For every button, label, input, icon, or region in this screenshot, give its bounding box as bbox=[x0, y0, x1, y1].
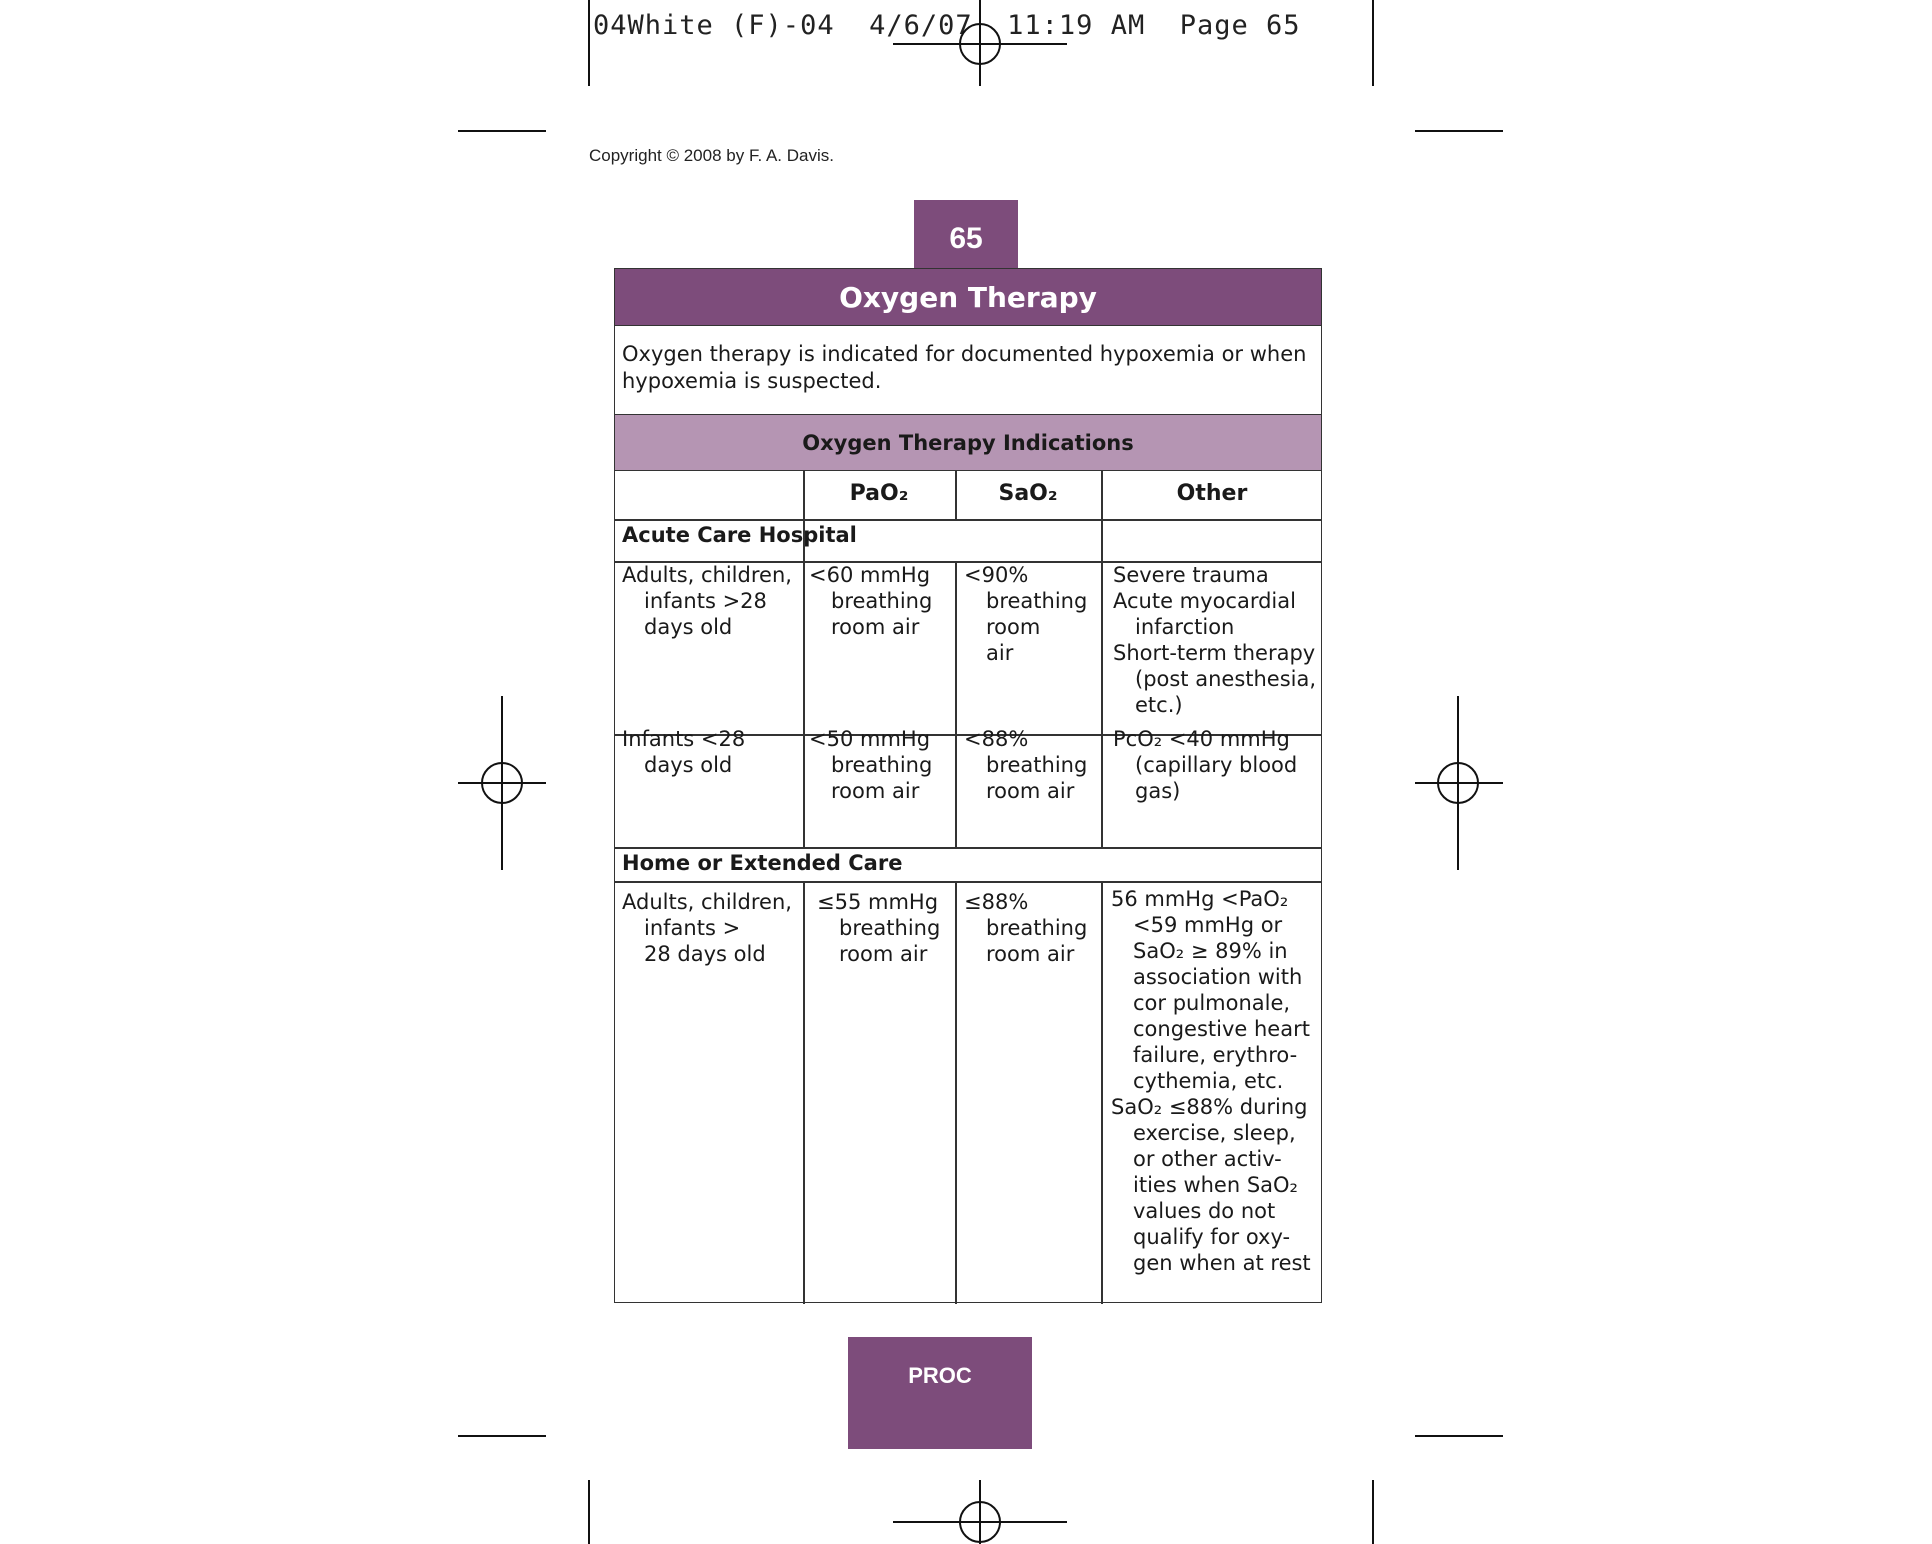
cell-line: PcO₂ <40 mmHg bbox=[1113, 727, 1290, 751]
cell-pao2 bbox=[817, 889, 940, 967]
cell-sao2 bbox=[964, 562, 1087, 666]
cell-line: Acute myocardial bbox=[1113, 589, 1296, 613]
cell-line: Adults, children, bbox=[622, 563, 792, 587]
cell-line: infants >28 bbox=[644, 589, 767, 613]
section-home-top-divider bbox=[615, 847, 1321, 849]
cell-line: <88% bbox=[964, 727, 1029, 751]
slug-date: 4/6/07 bbox=[869, 10, 973, 41]
cell-line: breathing bbox=[839, 916, 941, 940]
cell-other bbox=[1113, 726, 1297, 804]
cell-line: or other activ- bbox=[1133, 1147, 1282, 1171]
reference-card bbox=[614, 268, 1322, 1303]
cell-pao2 bbox=[809, 562, 932, 640]
cell-line: days old bbox=[644, 753, 733, 777]
cell-group bbox=[622, 726, 745, 778]
cell-line: ities when SaO₂ bbox=[1133, 1173, 1298, 1197]
cell-line: gas) bbox=[1135, 779, 1181, 803]
cell-line: room bbox=[986, 615, 1041, 639]
cell-line: room air bbox=[831, 615, 920, 639]
cell-sao2 bbox=[964, 889, 1087, 967]
cell-line: etc.) bbox=[1135, 693, 1183, 717]
cell-line: Severe trauma bbox=[1113, 563, 1269, 587]
cell-line: Infants <28 bbox=[622, 727, 746, 751]
cell-line: cor pulmonale, bbox=[1133, 991, 1291, 1015]
crop-mark-top-right-horizontal bbox=[1415, 130, 1503, 132]
cell-line: infarction bbox=[1135, 615, 1235, 639]
cell-line: <59 mmHg or bbox=[1133, 913, 1283, 937]
cell-line: failure, erythro- bbox=[1133, 1043, 1298, 1067]
section-label-home-care: Home or Extended Care bbox=[622, 851, 903, 875]
cell-line: <60 mmHg bbox=[809, 563, 931, 587]
cell-line: congestive heart bbox=[1133, 1017, 1310, 1041]
copyright-notice: Copyright © 2008 by F. A. Davis. bbox=[589, 146, 834, 165]
registration-target-icon bbox=[959, 1501, 1001, 1543]
cell-line: qualify for oxy- bbox=[1133, 1225, 1291, 1249]
cell-line: air bbox=[986, 641, 1014, 665]
column-divider bbox=[803, 881, 805, 1304]
cell-line: <50 mmHg bbox=[809, 727, 931, 751]
cell-line: (post anesthesia, bbox=[1135, 667, 1317, 691]
cell-line: Adults, children, bbox=[622, 890, 792, 914]
column-divider bbox=[1101, 881, 1103, 1304]
cell-line: (capillary blood bbox=[1135, 753, 1298, 777]
crop-mark-top-left-vertical bbox=[588, 0, 590, 86]
cell-line: days old bbox=[644, 615, 733, 639]
cell-line: SaO₂ ≥ 89% in bbox=[1133, 939, 1288, 963]
crop-mark-bottom-left-vertical bbox=[588, 1480, 590, 1544]
cell-line: breathing bbox=[986, 753, 1088, 777]
table-caption: Oxygen Therapy Indications bbox=[615, 414, 1321, 471]
cell-line: gen when at rest bbox=[1133, 1251, 1311, 1275]
column-divider bbox=[955, 881, 957, 1304]
cell-line: ≤88% bbox=[964, 890, 1029, 914]
registration-target-icon bbox=[1437, 762, 1479, 804]
cell-line: breathing bbox=[986, 916, 1088, 940]
column-divider bbox=[1101, 561, 1103, 847]
cell-line: room air bbox=[831, 779, 920, 803]
cell-line: Short-term therapy bbox=[1113, 641, 1316, 665]
intro-text: Oxygen therapy is indicated for documented hypoxemia or when hypoxemia is suspected. bbox=[622, 342, 1307, 393]
card-title: Oxygen Therapy bbox=[615, 269, 1321, 326]
registration-target-icon bbox=[959, 23, 1001, 65]
page-number-tab: 65 bbox=[914, 200, 1018, 268]
cell-line: room air bbox=[839, 942, 928, 966]
column-divider bbox=[955, 561, 957, 847]
crop-mark-top-right-vertical bbox=[1372, 0, 1374, 86]
cell-pao2 bbox=[809, 726, 932, 804]
cell-other bbox=[1113, 562, 1316, 718]
cell-line: cythemia, etc. bbox=[1133, 1069, 1284, 1093]
cell-line: infants > bbox=[644, 916, 741, 940]
cell-line: SaO₂ ≤88% during bbox=[1111, 1095, 1308, 1119]
cell-line: room air bbox=[986, 942, 1075, 966]
cell-other bbox=[1111, 886, 1311, 1276]
cell-line: exercise, sleep, bbox=[1133, 1121, 1296, 1145]
crop-mark-bottom-right-horizontal bbox=[1415, 1435, 1503, 1437]
cell-sao2 bbox=[964, 726, 1087, 804]
printer-slug-line bbox=[593, 10, 1301, 41]
cell-line: breathing bbox=[986, 589, 1088, 613]
cell-line: ≤55 mmHg bbox=[817, 890, 939, 914]
section-home-divider bbox=[615, 881, 1321, 883]
crop-mark-top-left-horizontal bbox=[458, 130, 546, 132]
column-divider bbox=[803, 561, 805, 847]
cell-line: values do not bbox=[1133, 1199, 1276, 1223]
crop-mark-bottom-right-vertical bbox=[1372, 1480, 1374, 1544]
cell-group bbox=[622, 562, 792, 640]
cell-line: association with bbox=[1133, 965, 1303, 989]
cell-line: <90% bbox=[964, 563, 1029, 587]
slug-file: 04White (F)-04 bbox=[593, 10, 835, 41]
column-header-sao2: SaO₂ bbox=[998, 481, 1058, 506]
cell-group bbox=[622, 889, 792, 967]
cell-line: breathing bbox=[831, 589, 933, 613]
slug-time: 11:19 AM bbox=[1007, 10, 1146, 41]
slug-page: Page 65 bbox=[1179, 10, 1301, 41]
column-header-other: Other bbox=[1176, 481, 1248, 506]
crop-mark-bottom-left-horizontal bbox=[458, 1435, 546, 1437]
cell-line: breathing bbox=[831, 753, 933, 777]
cell-line: 56 mmHg <PaO₂ bbox=[1111, 887, 1289, 911]
registration-target-icon bbox=[481, 762, 523, 804]
cell-line: 28 days old bbox=[644, 942, 766, 966]
cell-line: room air bbox=[986, 779, 1075, 803]
column-header-pao2: PaO₂ bbox=[849, 481, 909, 506]
section-label-acute-care: Acute Care Hospital bbox=[622, 523, 857, 547]
header-row-divider bbox=[615, 519, 1321, 521]
section-tab-proc: PROC bbox=[848, 1337, 1032, 1449]
